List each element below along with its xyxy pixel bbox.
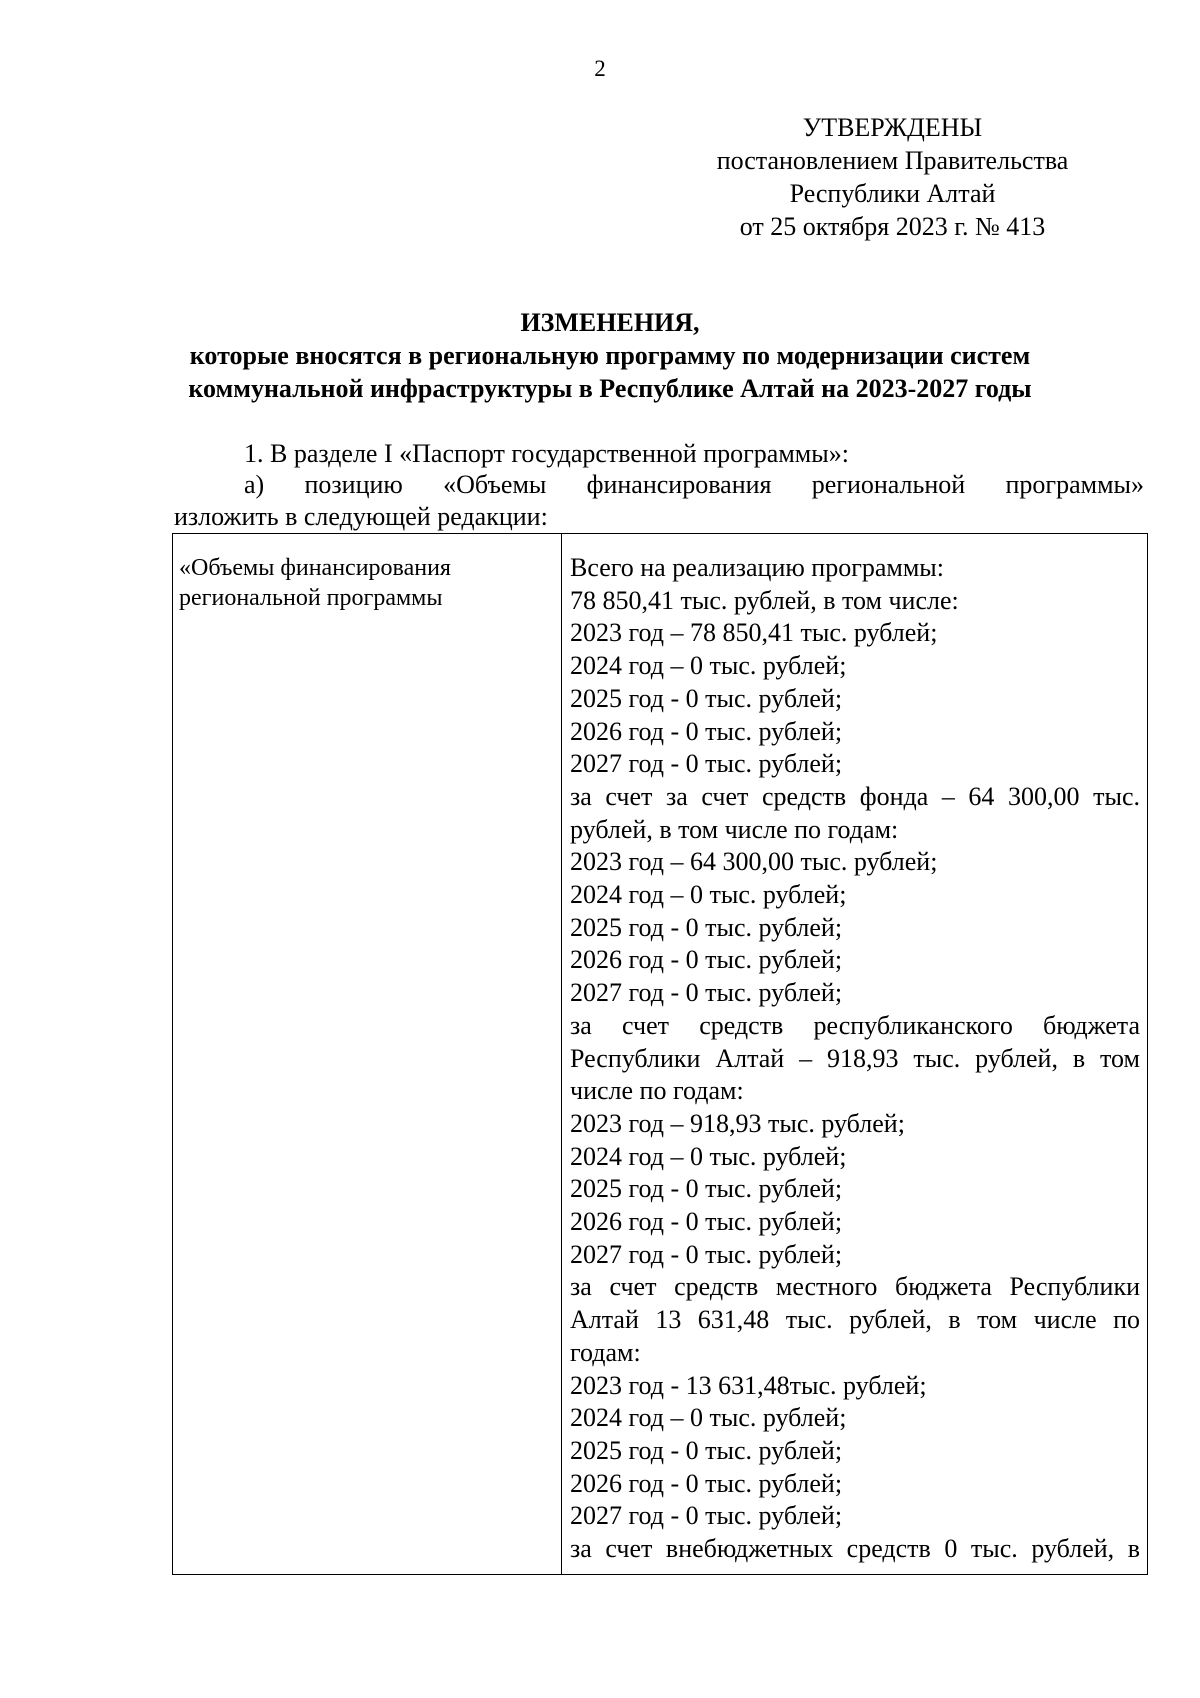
section-item-1: 1. В разделе I «Паспорт государственной программы»: [244, 439, 849, 468]
financing-table [172, 533, 1148, 1575]
value-line: 2023 год – 918,93 тыс. рублей; [570, 1108, 905, 1138]
value-line: 2023 год - 13 631,48тыс. рублей; [570, 1370, 927, 1400]
section-item-a-line-1: а) позицию «Объемы финансирования региональной программы» [244, 470, 1144, 499]
value-line: 2025 год - 0 тыс. рублей; [570, 1435, 843, 1465]
heading-title: ИЗМЕНЕНИЯ, [520, 308, 700, 337]
value-line: числе по годам: [570, 1076, 744, 1106]
value-line: за счет средств местного бюджета Республики [570, 1272, 1140, 1302]
value-line: за счет за счет средств фонда – 64 300,00 тыс. [570, 781, 1140, 811]
value-line: годам: [570, 1337, 641, 1367]
value-line: Всего на реализацию программы: [570, 553, 945, 582]
value-line: Алтай 13 631,48 тыс. рублей, в том числе по [570, 1305, 1140, 1335]
approval-date: от 25 октября 2023 г. № 413 [739, 212, 1046, 241]
label-line-1: «Объемы финансирования [179, 555, 451, 581]
page-number: 2 [594, 56, 606, 81]
financing-table-value-cell [562, 534, 1147, 1574]
financing-table-label-cell [173, 534, 562, 1574]
value-line: 78 850,41 тыс. рублей, в том числе: [570, 585, 959, 615]
heading-subtitle-line-2: коммунальной инфраструктуры в Республике Алтай на 2023-2027 годы [188, 374, 1032, 403]
value-line: 2025 год - 0 тыс. рублей; [570, 683, 843, 713]
label-line-2: региональной программы [179, 585, 443, 611]
approval-title: УТВЕРЖДЕНЫ [802, 113, 983, 142]
value-line: 2026 год - 0 тыс. рублей; [570, 716, 843, 746]
value-line: 2025 год - 0 тыс. рублей; [570, 912, 843, 942]
value-line: 2024 год – 0 тыс. рублей; [570, 1141, 847, 1171]
value-line: 2027 год - 0 тыс. рублей; [570, 978, 843, 1008]
value-line: 2023 год – 78 850,41 тыс. рублей; [570, 618, 938, 648]
heading-subtitle-line-1: которые вносятся в региональную программу по модернизации систем [189, 341, 1031, 370]
value-line: 2027 год - 0 тыс. рублей; [570, 749, 843, 779]
value-line: 2024 год – 0 тыс. рублей; [570, 880, 847, 910]
value-line: 2027 год - 0 тыс. рублей; [570, 1501, 843, 1531]
value-line: 2025 год - 0 тыс. рублей; [570, 1174, 843, 1204]
section-item-a-line-2: изложить в следующей редакции: [174, 502, 548, 531]
section-item-a [174, 469, 1144, 533]
value-line: 2027 год - 0 тыс. рублей; [570, 1239, 843, 1269]
value-line: Республики Алтай – 918,93 тыс. рублей, в том [570, 1043, 1140, 1073]
approval-block [705, 111, 1080, 243]
value-line: 2026 год - 0 тыс. рублей; [570, 1468, 843, 1498]
approval-issuer: постановлением Правительства [716, 146, 1069, 175]
value-line: 2024 год – 0 тыс. рублей; [570, 1403, 847, 1433]
value-line: рублей, в том числе по годам: [570, 814, 899, 844]
value-line: 2024 год – 0 тыс. рублей; [570, 651, 847, 681]
value-line: 2023 год – 64 300,00 тыс. рублей; [570, 847, 938, 877]
document-heading [150, 306, 1070, 405]
value-line: за счет средств республиканского бюджета [570, 1010, 1140, 1040]
approval-region: Республики Алтай [789, 179, 996, 208]
value-line: 2026 год - 0 тыс. рублей; [570, 1207, 843, 1237]
value-line: за счет внебюджетных средств 0 тыс. рублей, в [570, 1534, 1140, 1564]
value-line: 2026 год - 0 тыс. рублей; [570, 945, 843, 975]
